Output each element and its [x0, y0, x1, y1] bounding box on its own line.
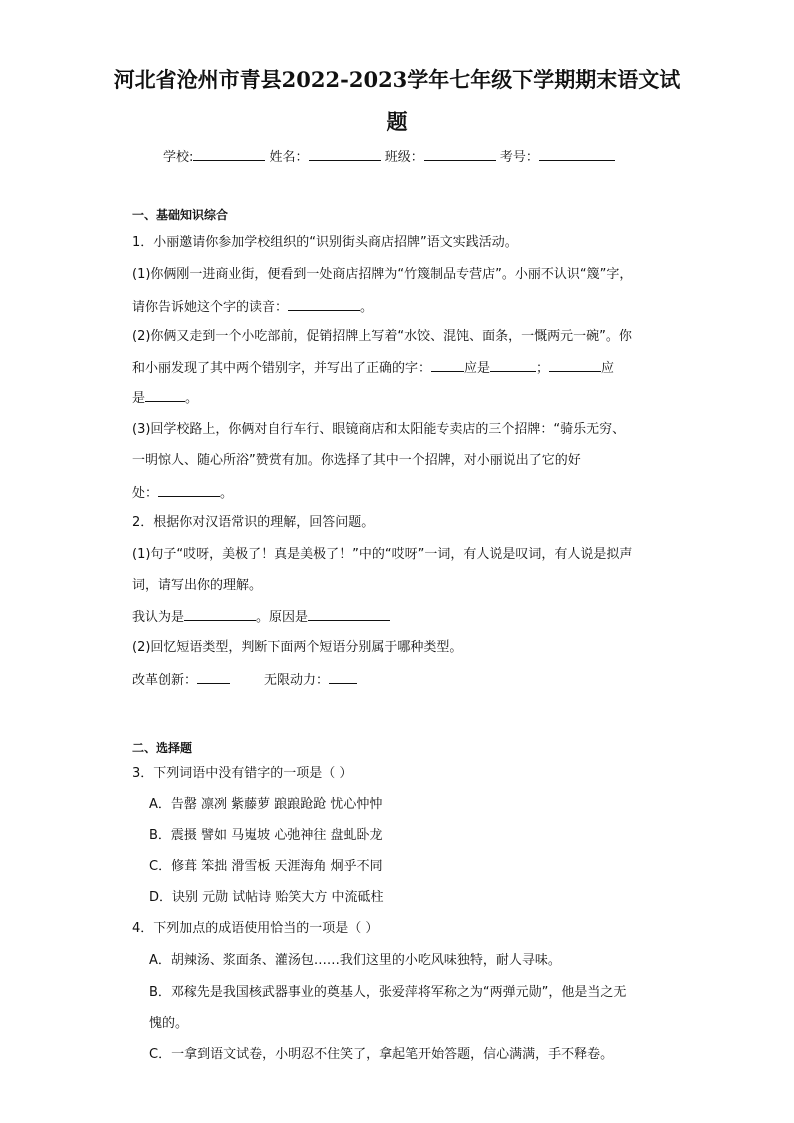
school-label: 学校: [163, 150, 194, 165]
q1-part1-blank[interactable] [288, 298, 360, 311]
q1-part2-should-be-2b: 是 [132, 391, 146, 406]
q2-part1-line2: 词，请写出你的理解。 [132, 578, 263, 593]
q1-stem: 1．小丽邀请你参加学校组织的“识别街头商店招牌”语文实践活动。 [132, 235, 518, 250]
q2-phrase-1-label: 改革创新： [132, 673, 198, 688]
q3-stem: 3．下列词语中没有错字的一项是（ ） [132, 766, 353, 781]
q2-phrase-1-blank[interactable] [197, 671, 230, 684]
name-blank[interactable] [309, 147, 381, 161]
exam-title-line-2: 题 [386, 109, 408, 134]
q2-part1-reason-blank[interactable] [308, 608, 390, 621]
q4-option-b-line2: 愧的。 [149, 1016, 189, 1031]
q1-part3-blank[interactable] [158, 484, 220, 497]
q2-part1-line1: (1)句子“哎呀，美极了！真是美极了！”中的“哎呀”一词，有人说是叹词，有人说是拟声 [132, 547, 633, 562]
q1-part3-prompt: 处： [132, 486, 159, 501]
q2-part1-opinion-label: 我认为是 [132, 610, 185, 625]
q4-option-a[interactable]: A．胡辣汤、浆面条、灌汤包……我们这里的小吃风味独特，耐人寻味。 [149, 953, 561, 968]
q1-part3-line2: 一明惊人、随心所浴”赞赏有加。你选择了其中一个招牌，对小丽说出了它的好 [132, 453, 581, 468]
section-2-heading: 二、选择题 [132, 741, 193, 755]
q1-part3-line1: (3)回学校路上，你俩对自行车行、眼镜商店和太阳能专卖店的三个招牌：“骑乐无穷、 [132, 422, 626, 437]
q1-part1-line1: (1)你俩刚一进商业街，便看到一处商店招牌为“竹篾制品专营店”。小丽不认识“篾”字， [132, 267, 633, 282]
q1-part2-prompt: 和小丽发现了其中两个错别字，并写出了正确的字： [132, 361, 432, 376]
exam-title-line-1: 河北省沧州市青县2022-2023学年七年级下学期期末语文试 [113, 67, 681, 92]
q1-part2-blank-1[interactable] [431, 359, 464, 372]
q2-part2-line1: (2)回忆短语类型，判断下面两个短语分别属于哪种类型。 [132, 640, 463, 655]
student-info-row [163, 146, 615, 165]
exam-number-blank[interactable] [539, 147, 615, 161]
school-blank[interactable] [193, 147, 265, 161]
q2-phrase-2-blank[interactable] [329, 671, 357, 684]
q1-part2-separator: ； [536, 361, 550, 376]
q1-part2-end: 。 [185, 391, 199, 406]
q1-part2-should-be-1: 应是 [464, 361, 491, 376]
q1-part2-blank-2[interactable] [490, 359, 536, 372]
q1-part2-line1: (2)你俩又走到一个小吃部前，促销招牌上写着“水饺、混饨、面条，一慨两元一碗”。你 [132, 329, 632, 344]
q1-part1-prompt: 请你告诉她这个字的读音： [132, 300, 289, 315]
q2-part1-opinion-blank[interactable] [184, 608, 256, 621]
q1-part1-end: 。 [360, 300, 374, 315]
q3-option-a[interactable]: A．告罄 凛冽 紫藤萝 踉踉跄跄 忧心忡忡 [149, 797, 383, 812]
q4-option-b-line1[interactable]: B．邓稼先是我国核武器事业的奠基人，张爱萍将军称之为“两弹元勋”，他是当之无 [149, 985, 627, 1000]
q4-stem: 4．下列加点的成语使用恰当的一项是（ ） [132, 921, 379, 936]
section-1-heading: 一、基础知识综合 [132, 208, 229, 222]
q1-part3-end: 。 [220, 486, 234, 501]
q2-part1-reason-label: 。原因是 [256, 610, 309, 625]
q3-option-c[interactable]: C．修葺 笨拙 滑雪板 天涯海角 炯乎不同 [149, 859, 383, 874]
q3-option-d[interactable]: D．诀别 元勋 试帖诗 贻笑大方 中流砥柱 [149, 890, 384, 905]
q3-option-b[interactable]: B．震摄 譬如 马嵬坡 心弛神往 盘虬卧龙 [149, 828, 383, 843]
q1-part2-blank-4[interactable] [145, 389, 185, 402]
q1-part2-line3 [132, 389, 198, 408]
name-label: 姓名： [269, 150, 309, 165]
q1-part2-should-be-2a: 应 [601, 361, 615, 376]
q1-part2-blank-3[interactable] [549, 359, 601, 372]
q2-phrase-2-label: 无限动力： [264, 673, 330, 688]
q1-part2-line2 [132, 359, 614, 378]
class-blank[interactable] [424, 147, 496, 161]
q4-option-c[interactable]: C．一拿到语文试卷，小明忍不住笑了，拿起笔开始答题，信心满满，手不释卷。 [149, 1047, 614, 1062]
q2-stem: 2．根据你对汉语常识的理解，回答问题。 [132, 515, 375, 530]
q1-part1-line2 [132, 298, 373, 317]
q1-part3-line3 [132, 484, 233, 503]
exam-number-label: 考号： [499, 150, 539, 165]
q2-part2-line2 [132, 671, 357, 690]
class-label: 班级： [384, 150, 424, 165]
q2-part1-line3 [132, 608, 390, 627]
